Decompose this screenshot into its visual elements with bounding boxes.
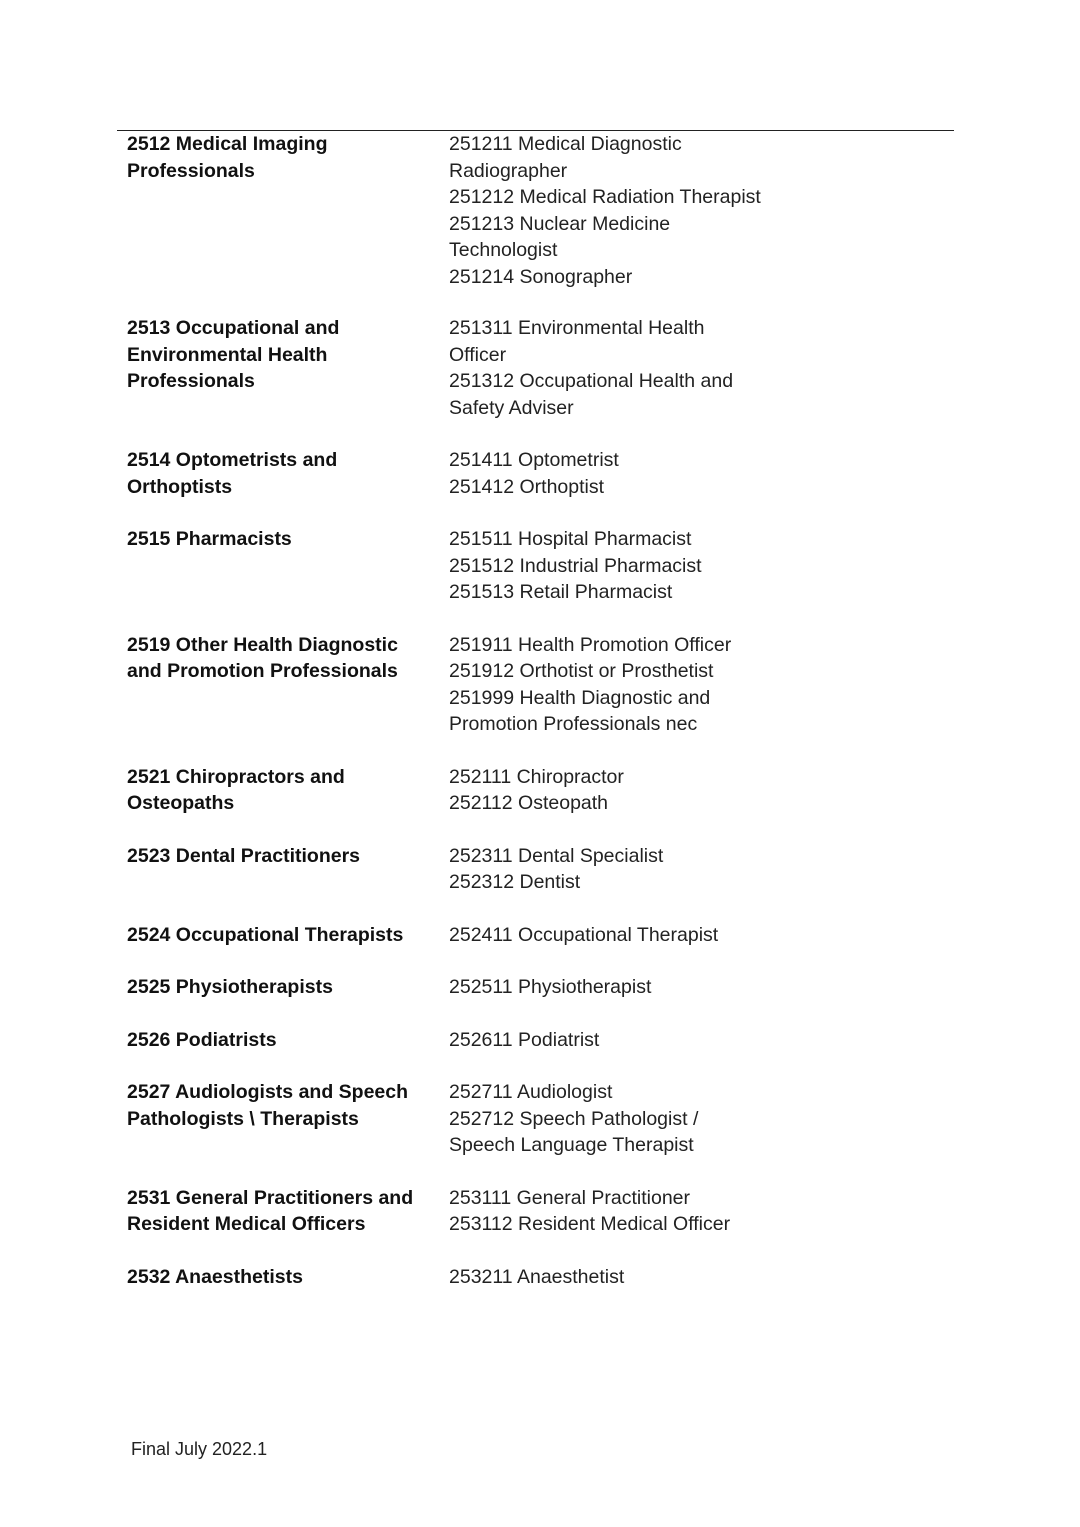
occupation-line: 251211 Medical Diagnostic [449, 133, 682, 155]
unit-group-line: Professionals [127, 370, 255, 392]
occupation-table [127, 131, 947, 1290]
unit-group-line: Pathologists \ Therapists [127, 1107, 359, 1130]
occupation-line: 252711 Audiologist [449, 1081, 613, 1103]
unit-group-line: 2519 Other Health Diagnostic [127, 633, 398, 656]
unit-group-line: 2531 General Practitioners and [127, 1186, 414, 1209]
occupation-line: 251311 Environmental Health [449, 317, 705, 339]
occupation-list [449, 922, 947, 949]
table-row [127, 1264, 947, 1291]
occupation-list [449, 974, 947, 1001]
occupation-line: 252311 Dental Specialist [449, 844, 664, 867]
occupation-line: 251212 Medical Radiation Therapist [449, 186, 761, 208]
occupation-line: Officer [449, 343, 507, 366]
unit-group-title [127, 447, 449, 500]
table-row [127, 447, 947, 500]
occupation-line: 251513 Retail Pharmacist [449, 581, 673, 603]
occupation-line: 251911 Health Promotion Officer [449, 633, 732, 656]
unit-group-line: Environmental Health [127, 343, 328, 366]
occupation-list [449, 447, 947, 500]
unit-group-line: 2521 Chiropractors and [127, 765, 345, 788]
occupation-line: Radiographer [449, 159, 568, 182]
table-row [127, 764, 947, 817]
occupation-list [449, 632, 947, 738]
occupation-list [449, 1264, 947, 1291]
unit-group-line: 2513 Occupational and [127, 317, 340, 339]
unit-group-line: 2523 Dental Practitioners [127, 844, 361, 867]
occupation-line: 252111 Chiropractor [449, 765, 624, 788]
occupation-line: Safety Adviser [449, 396, 574, 419]
table-row [127, 1027, 947, 1054]
occupation-line: 251412 Orthoptist [449, 475, 605, 498]
occupation-line: 251512 Industrial Pharmacist [449, 554, 702, 577]
table-row [127, 632, 947, 738]
occupation-line: 251213 Nuclear Medicine [449, 212, 671, 235]
occupation-list [449, 843, 947, 896]
unit-group-title [127, 632, 449, 738]
unit-group-line: Professionals [127, 159, 255, 182]
unit-group-line: Resident Medical Officers [127, 1213, 366, 1235]
unit-group-line: 2526 Podiatrists [127, 1028, 277, 1051]
occupation-line: 251999 Health Diagnostic and [449, 686, 711, 709]
occupation-line: Technologist [449, 239, 558, 261]
occupation-line: 253112 Resident Medical Officer [449, 1213, 731, 1235]
unit-group-title [127, 1185, 449, 1238]
unit-group-line: 2515 Pharmacists [127, 528, 292, 550]
occupation-list [449, 526, 947, 606]
unit-group-line: 2532 Anaesthetists [127, 1265, 303, 1288]
occupation-list [449, 131, 947, 290]
unit-group-title [127, 131, 449, 290]
unit-group-title [127, 1079, 449, 1159]
occupation-list [449, 1079, 947, 1159]
unit-group-title [127, 843, 449, 896]
occupation-list [449, 1185, 947, 1238]
table-row [127, 131, 947, 290]
occupation-line: 251411 Optometrist [449, 449, 619, 471]
table-row [127, 526, 947, 606]
unit-group-title [127, 974, 449, 1001]
unit-group-line: Osteopaths [127, 792, 235, 814]
unit-group-title [127, 315, 449, 421]
unit-group-title [127, 1264, 449, 1291]
occupation-list [449, 315, 947, 421]
unit-group-line: 2514 Optometrists and [127, 449, 338, 471]
occupation-line: 253111 General Practitioner [449, 1186, 691, 1209]
table-row [127, 922, 947, 949]
occupation-line: 252112 Osteopath [449, 792, 609, 814]
occupation-line: 252712 Speech Pathologist / [449, 1107, 699, 1130]
occupation-list [449, 1027, 947, 1054]
unit-group-title [127, 526, 449, 606]
table-row [127, 974, 947, 1001]
occupation-line: Promotion Professionals nec [449, 713, 698, 735]
unit-group-line: Orthoptists [127, 475, 233, 498]
table-row [127, 1079, 947, 1159]
unit-group-line: and Promotion Professionals [127, 660, 398, 682]
occupation-line: 252312 Dentist [449, 871, 581, 893]
occupation-line: 251912 Orthotist or Prosthetist [449, 660, 714, 682]
occupation-line: 251214 Sonographer [449, 265, 633, 288]
table-row [127, 843, 947, 896]
footer-version: Final July 2022.1 [131, 1439, 268, 1459]
unit-group-title [127, 764, 449, 817]
unit-group-line: 2527 Audiologists and Speech [127, 1081, 409, 1103]
unit-group-line: 2524 Occupational Therapists [127, 923, 404, 946]
table-row [127, 315, 947, 421]
occupation-line: 253211 Anaesthetist [449, 1265, 625, 1288]
occupation-line: 252511 Physiotherapist [449, 976, 652, 998]
unit-group-line: 2512 Medical Imaging [127, 133, 328, 155]
occupation-line: Speech Language Therapist [449, 1134, 694, 1156]
unit-group-title [127, 922, 449, 949]
unit-group-line: 2525 Physiotherapists [127, 976, 333, 998]
occupation-list [449, 764, 947, 817]
occupation-line: 252611 Podiatrist [449, 1028, 600, 1051]
table-row [127, 1185, 947, 1238]
occupation-line: 252411 Occupational Therapist [449, 923, 719, 946]
occupation-line: 251511 Hospital Pharmacist [449, 528, 692, 550]
occupation-line: 251312 Occupational Health and [449, 370, 734, 392]
unit-group-title [127, 1027, 449, 1054]
